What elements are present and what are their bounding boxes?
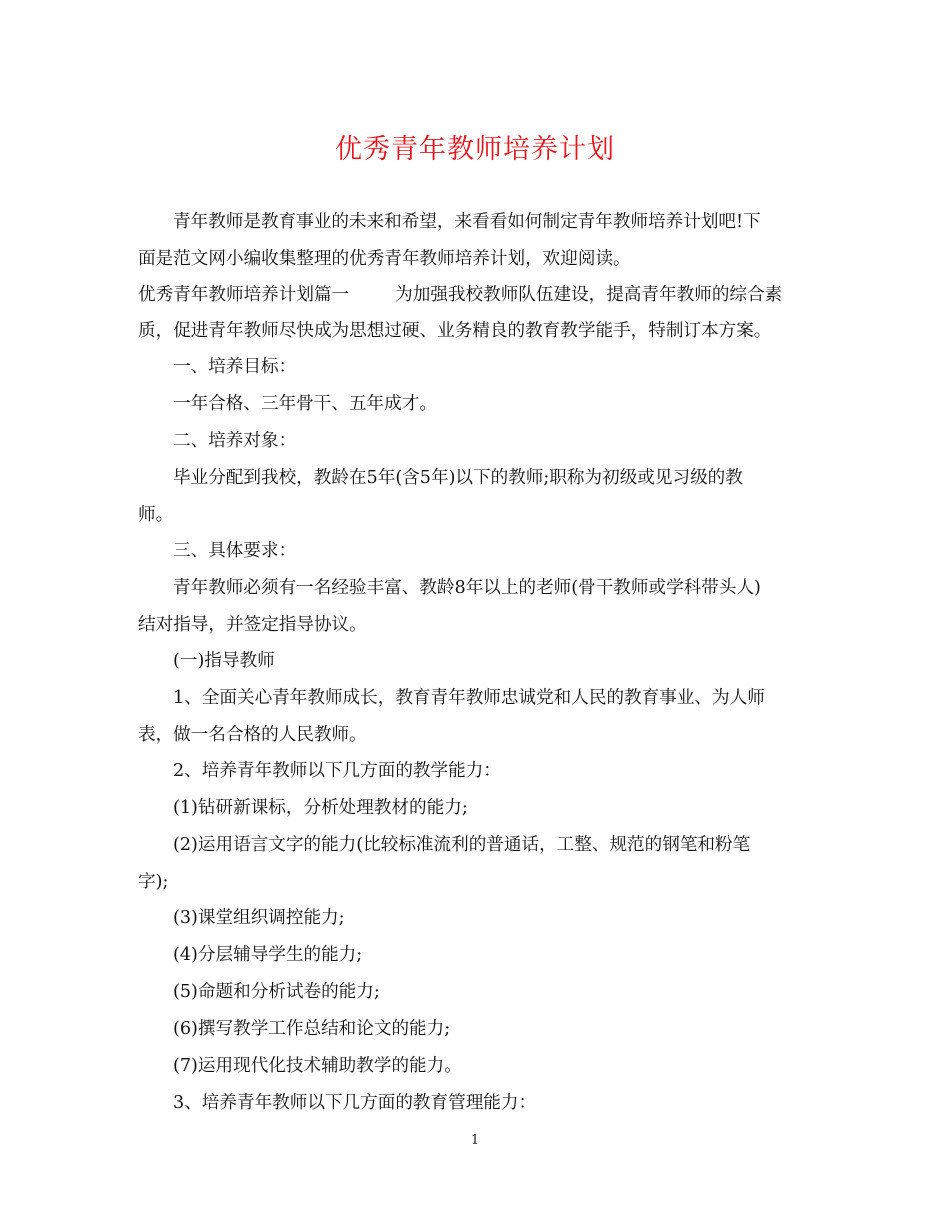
text-line: 结对指导，并签定指导协议。: [138, 615, 367, 635]
paragraph-subitem-1: [138, 790, 814, 827]
text-segment: 为加强我校教师队伍建设，提高青年教师的综合素: [395, 285, 783, 305]
text-line: (4)分层辅导学生的能力;: [173, 945, 363, 965]
paragraph-subitem-5: [138, 974, 814, 1011]
text-line: 表，做一名合格的人民教师。: [138, 725, 367, 745]
document-body: [138, 204, 814, 1122]
text-line: 一年合格、三年骨干、五年成才。: [173, 394, 437, 414]
text-line: (6)撰写教学工作总结和论文的能力;: [173, 1019, 451, 1039]
paragraph-subitem-7: [138, 1048, 814, 1085]
paragraph-item-3: [138, 1085, 814, 1122]
paragraph-subitem-2: [138, 827, 814, 900]
paragraph-target-heading: [138, 423, 814, 460]
paragraph-requirements-heading: [138, 533, 814, 570]
paragraph-subitem-4: [138, 937, 814, 974]
paragraph-requirements: [138, 570, 814, 643]
text-line: 面是范文网小编收集整理的优秀青年教师培养计划，欢迎阅读。: [138, 249, 631, 269]
section-heading: 优秀青年教师培养计划篇一: [138, 285, 350, 305]
text-line: 质，促进青年教师尽快成为思想过硬、业务精良的教育教学能手，特制订本方案。: [138, 321, 772, 341]
text-line: 青年教师是教育事业的未来和希望，来看看如何制定青年教师培养计划吧!下: [173, 212, 761, 232]
text-line: (一)指导教师: [173, 651, 275, 671]
page-number: 1: [470, 1133, 480, 1148]
paragraph-goal: [138, 386, 814, 423]
text-line: (7)运用现代化技术辅助教学的能力。: [173, 1056, 462, 1076]
text-line: 3、培养青年教师以下几方面的教育管理能力：: [173, 1093, 537, 1113]
text-line: 师。: [138, 505, 174, 525]
text-line: 毕业分配到我校，教龄在5年(含5年)以下的教师;职称为初级或见习级的教: [173, 468, 743, 488]
text-line: 一、培养目标：: [173, 357, 297, 377]
text-line: (5)命题和分析试卷的能力;: [173, 982, 380, 1002]
paragraph-item-2: [138, 753, 814, 790]
text-line: 字);: [138, 872, 169, 892]
paragraph-mentor-heading: [138, 643, 814, 680]
text-line: 青年教师必须有一名经验丰富、教龄8年以上的老师(骨干教师或学科带头人): [173, 578, 761, 598]
text-line: (2)运用语言文字的能力(比较标准流利的普通话，工整、规范的钢笔和粉笔: [173, 835, 751, 855]
paragraph-item-1: [138, 680, 814, 753]
paragraph-subitem-3: [138, 900, 814, 937]
paragraph-goal-heading: [138, 349, 814, 386]
text-line: (3)课堂组织调控能力;: [173, 908, 345, 928]
text-line: (1)钻研新课标，分析处理教材的能力;: [173, 798, 468, 818]
document-title: 优秀青年教师培养计划: [335, 134, 615, 165]
text-line: 1、全面关心青年教师成长，教育青年教师忠诚党和人民的教育事业、为人师: [173, 688, 765, 708]
paragraph-intro: [138, 204, 814, 349]
text-line: 二、培养对象：: [173, 431, 297, 451]
text-line: [138, 277, 814, 313]
paragraph-subitem-6: [138, 1011, 814, 1048]
paragraph-target: [138, 460, 814, 533]
text-line: 2、培养青年教师以下几方面的教学能力：: [173, 761, 501, 781]
text-line: 三、具体要求：: [173, 541, 297, 561]
